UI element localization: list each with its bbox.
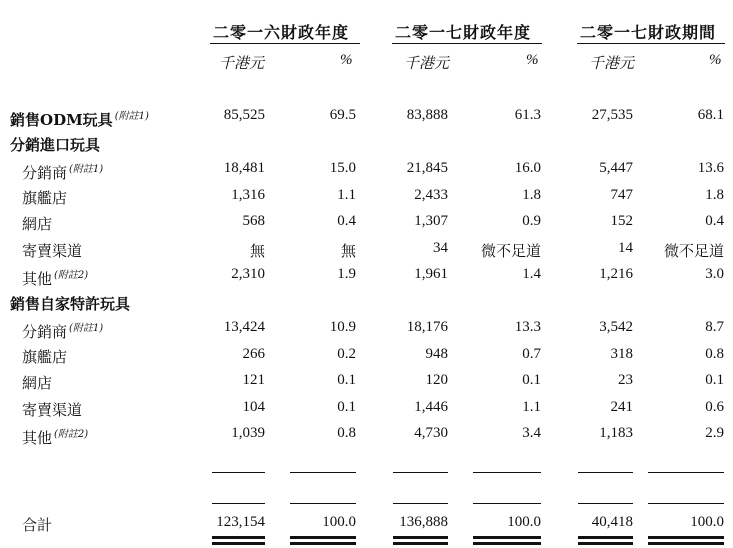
value-cell: 無 — [249, 243, 265, 260]
value-cell: 15.0 — [329, 160, 356, 176]
value-cell: 14 — [618, 239, 633, 256]
value-cell: 0.1 — [705, 372, 724, 388]
pct-label: % — [526, 52, 539, 68]
row-label-text: 分銷商 — [22, 323, 68, 341]
row-label — [10, 107, 149, 130]
total-value-cell: 100.0 — [322, 514, 356, 530]
value-cell: 3.0 — [705, 266, 724, 282]
value-cell: 85,525 — [223, 107, 265, 123]
footnote-ref: (附註2) — [54, 429, 89, 440]
header-underline — [577, 43, 725, 44]
double-rule — [473, 542, 541, 545]
value-cell: 0.1 — [522, 372, 541, 388]
header-fy2016: 二零一六財政年度 — [213, 23, 350, 42]
total-value-cell: 123,154 — [216, 514, 265, 530]
row-label — [22, 372, 52, 393]
sum-rule — [290, 503, 356, 504]
row-label-text: 分銷商 — [22, 164, 68, 182]
sum-rule — [473, 503, 541, 504]
row-label-text: 其他 — [22, 270, 53, 288]
value-cell: 1,316 — [231, 186, 265, 203]
row-label — [22, 399, 82, 420]
value-cell: 34 — [433, 239, 448, 256]
value-cell: 2,310 — [231, 266, 265, 282]
total-value-cell: 100.0 — [507, 514, 541, 530]
total-value-cell: 136,888 — [399, 514, 448, 530]
double-rule — [578, 536, 633, 539]
header-period2017: 二零一七財政期間 — [580, 23, 717, 42]
sum-rule — [578, 503, 633, 504]
sum-rule — [648, 503, 724, 504]
value-cell: 3.4 — [522, 425, 541, 441]
header-fy2017: 二零一七財政年度 — [395, 23, 532, 42]
double-rule — [393, 542, 448, 545]
row-label — [10, 134, 100, 155]
value-cell: 69.5 — [329, 107, 356, 123]
value-cell: 747 — [610, 186, 633, 203]
double-rule — [212, 542, 265, 545]
unit-label: 千港元 — [219, 56, 265, 72]
value-cell: 8.7 — [705, 319, 724, 335]
value-cell: 0.1 — [337, 398, 356, 415]
row-label-text: 旗艦店 — [22, 188, 68, 207]
value-cell: 23 — [618, 372, 633, 388]
double-rule — [648, 536, 724, 539]
value-cell: 568 — [242, 213, 265, 229]
row-label — [22, 240, 82, 261]
subtotal-rule — [578, 472, 633, 473]
footnote-ref: (附註1) — [114, 111, 149, 122]
row-label — [22, 346, 67, 367]
value-cell: 13,424 — [223, 319, 265, 335]
value-cell: 948 — [425, 345, 448, 362]
value-cell: 61.3 — [514, 107, 541, 123]
unit-label: 千港元 — [404, 56, 450, 72]
row-label-text: 分銷進口玩具 — [10, 135, 101, 154]
value-cell: 13.3 — [514, 319, 541, 335]
value-cell: 0.7 — [522, 345, 541, 362]
header-underline — [210, 43, 360, 44]
value-cell: 3,542 — [599, 319, 633, 335]
value-cell: 1.1 — [522, 398, 541, 415]
value-cell: 1,446 — [414, 398, 448, 415]
value-cell: 1.4 — [522, 266, 541, 282]
value-cell: 1,183 — [599, 425, 633, 441]
value-cell: 0.4 — [705, 213, 724, 229]
value-cell: 18,481 — [223, 160, 265, 176]
double-rule — [290, 536, 356, 539]
value-cell: 0.6 — [705, 398, 724, 415]
footnote-ref: (附註1) — [69, 164, 104, 175]
subtotal-rule — [212, 472, 265, 473]
value-cell: 5,447 — [599, 160, 633, 176]
value-cell: 120 — [425, 372, 448, 388]
value-cell: 0.8 — [705, 345, 724, 362]
row-label — [10, 293, 130, 314]
value-cell: 微不足道 — [480, 243, 541, 260]
value-cell: 121 — [242, 372, 265, 388]
pct-label: % — [709, 52, 722, 68]
row-label-text: 網店 — [22, 374, 53, 392]
value-cell: 241 — [610, 398, 633, 415]
row-label-text: 其他 — [22, 429, 53, 447]
pct-label: % — [340, 52, 353, 68]
row-label-text: 寄賣渠道 — [22, 400, 83, 419]
value-cell: 4,730 — [414, 425, 448, 441]
row-label — [22, 425, 88, 448]
total-label: 合計 — [22, 516, 53, 534]
value-cell: 10.9 — [329, 319, 356, 335]
value-cell: 13.6 — [697, 160, 724, 176]
value-cell: 1,039 — [231, 425, 265, 441]
double-rule — [393, 536, 448, 539]
subtotal-rule — [473, 472, 541, 473]
value-cell: 104 — [242, 398, 265, 415]
subtotal-rule — [648, 472, 724, 473]
value-cell: 微不足道 — [663, 243, 724, 260]
unit-label: 千港元 — [589, 56, 635, 72]
value-cell: 2.9 — [705, 425, 724, 441]
row-label-text: 寄賣渠道 — [22, 241, 83, 260]
footnote-ref: (附註1) — [69, 323, 104, 334]
value-cell: 1.1 — [337, 186, 356, 203]
row-label-text: 銷售ODM玩具 — [10, 111, 113, 129]
double-rule — [473, 536, 541, 539]
value-cell: 27,535 — [591, 107, 633, 123]
value-cell: 1,961 — [414, 266, 448, 282]
double-rule — [212, 536, 265, 539]
row-label — [22, 319, 103, 342]
value-cell: 21,845 — [406, 160, 448, 176]
value-cell: 無 — [340, 243, 356, 260]
sum-rule — [212, 503, 265, 504]
sum-rule — [393, 503, 448, 504]
row-label — [22, 213, 52, 234]
header-underline — [392, 43, 542, 44]
value-cell: 1.8 — [522, 186, 541, 203]
value-cell: 152 — [610, 213, 633, 229]
double-rule — [290, 542, 356, 545]
value-cell: 0.4 — [337, 213, 356, 229]
subtotal-rule — [290, 472, 356, 473]
double-rule — [578, 542, 633, 545]
footnote-ref: (附註2) — [54, 270, 89, 281]
value-cell: 0.8 — [337, 425, 356, 441]
value-cell: 1,307 — [414, 213, 448, 229]
row-label-text: 旗艦店 — [22, 347, 68, 366]
row-label — [22, 160, 103, 183]
row-label-text: 網店 — [22, 215, 53, 233]
subtotal-rule — [393, 472, 448, 473]
total-value-cell: 100.0 — [690, 514, 724, 530]
value-cell: 1.9 — [337, 266, 356, 282]
value-cell: 68.1 — [697, 107, 724, 123]
value-cell: 1.8 — [705, 186, 724, 203]
value-cell: 0.9 — [522, 213, 541, 229]
value-cell: 266 — [242, 345, 265, 362]
total-value-cell: 40,418 — [591, 514, 633, 530]
value-cell: 2,433 — [414, 186, 448, 203]
value-cell: 318 — [610, 345, 633, 362]
row-label — [22, 187, 67, 208]
value-cell: 18,176 — [406, 319, 448, 335]
row-label — [22, 266, 88, 289]
value-cell: 0.2 — [337, 345, 356, 362]
value-cell: 83,888 — [406, 107, 448, 123]
value-cell: 1,216 — [599, 266, 633, 282]
double-rule — [648, 542, 724, 545]
value-cell: 16.0 — [514, 160, 541, 176]
row-label-text: 銷售自家特許玩具 — [10, 294, 131, 313]
value-cell: 0.1 — [337, 372, 356, 388]
